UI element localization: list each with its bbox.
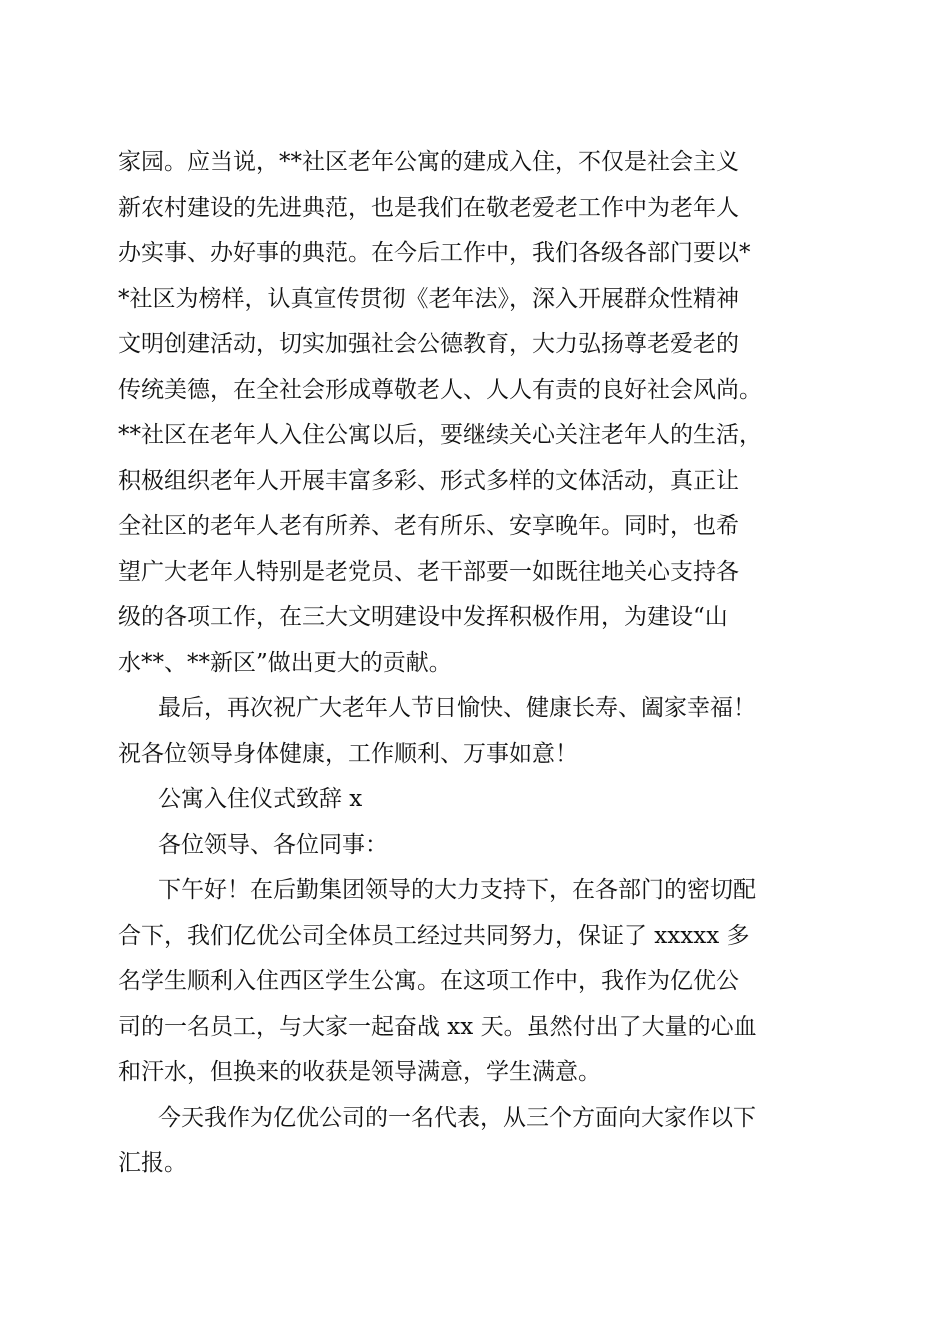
body-line: 全社区的老年人老有所养、老有所乐、安享晚年。同时，也希 <box>118 513 739 539</box>
body-line: 办实事、办好事的典范。在今后工作中，我们各级各部门要以* <box>118 240 751 266</box>
body-line: 文明创建活动，切实加强社会公德教育，大力弘扬尊老爱老的 <box>118 331 739 357</box>
body-line: 级的各项工作，在三大文明建设中发挥积极作用，为建设“山 <box>118 604 728 630</box>
closing-wishes-line: 最后，再次祝广大老年人节日愉快、健康长寿、阖家幸福！ <box>158 695 756 721</box>
body-line: 望广大老年人特别是老党员、老干部要一如既往地关心支持各 <box>118 558 739 585</box>
body-line: 水**、**新区”做出更大的贡献。 <box>118 649 452 676</box>
body-line: 家园。应当说，**社区老年公寓的建成入住，不仅是社会主义 <box>118 149 739 175</box>
body-line: 和汗水，但换来的收获是领导满意，学生满意。 <box>118 1059 601 1085</box>
closing-wishes-line: 祝各位领导身体健康，工作顺利、万事如意！ <box>118 740 578 767</box>
body-line: **社区在老年人入住公寓以后，要继续关心关注老年人的生活， <box>118 422 762 448</box>
section-title: 公寓入住仪式致辞 x <box>158 786 363 812</box>
salutation: 各位领导、各位同事： <box>158 831 388 858</box>
body-line: 传统美德，在全社会形成尊敬老人、人人有责的良好社会风尚。 <box>118 376 762 403</box>
body-line: 合下，我们亿优公司全体员工经过共同努力，保证了 xxxxx 多 <box>118 922 750 949</box>
body-line: 名学生顺利入住西区学生公寓。在这项工作中，我作为亿优公 <box>118 968 739 994</box>
body-line: 今天我作为亿优公司的一名代表，从三个方面向大家作以下 <box>158 1104 756 1131</box>
body-line: 新农村建设的先进典范，也是我们在敬老爱老工作中为老年人 <box>118 194 739 221</box>
body-line: 司的一名员工，与大家一起奋战 xx 天。虽然付出了大量的心血 <box>118 1013 757 1040</box>
body-line: 汇报。 <box>118 1150 187 1176</box>
body-line: 下午好！在后勤集团领导的大力支持下，在各部门的密切配 <box>158 877 756 903</box>
body-line: *社区为榜样，认真宣传贯彻《老年法》，深入开展群众性精神 <box>118 285 739 312</box>
body-line: 积极组织老年人开展丰富多彩、形式多样的文体活动，真正让 <box>118 467 739 494</box>
document-body <box>118 140 838 1187</box>
